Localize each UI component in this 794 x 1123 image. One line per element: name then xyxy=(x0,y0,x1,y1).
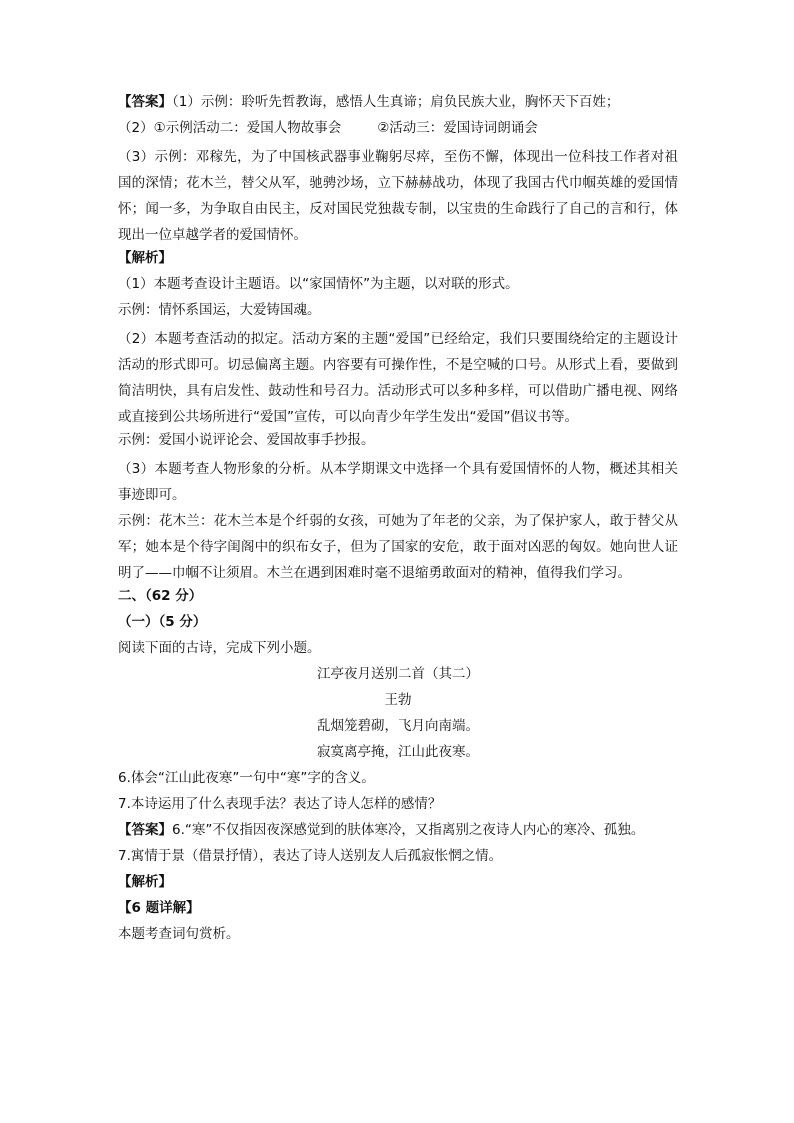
poem-title: 江亭夜月送别二首（其二） xyxy=(317,666,479,682)
question-7: 7.本诗运用了什么表现手法？表达了诗人怎样的感情？ xyxy=(118,796,442,812)
detail-text: 本题考查词句赏析。 xyxy=(118,926,240,942)
section-heading: 二、（62 分） xyxy=(118,588,203,604)
question-6: 6.体会“江山此夜寒”一句中“寒”字的含义。 xyxy=(118,770,375,786)
analysis-p3: （2）本题考查活动的拟定。活动方案的主题“爱国”已经给定，我们只要围绕给定的主题设计活动的形式即可。切忌偏离主题。内容要有可操作性，不是空喊的口号。从形式上看，要做到简洁明快，具有启发性、鼓动性和号召力。活动形式可以多种多样，可以借助广播电视、网络或直接到公共场所进行“爱国”宣传，可以向青少年学生发出“爱国”倡议书等。 xyxy=(118,331,678,425)
answer-label: 【答案】 xyxy=(118,94,172,110)
analysis-p5: （3）本题考查人物形象的分析。从本学期课文中选择一个具有爱国情怀的人物，概述其相关事迹即可。 xyxy=(118,461,678,503)
answer-q1: 【答案】（1）示例：聆听先哲教诲，感悟人生真谛；肩负民族大业，胸怀天下百姓； xyxy=(118,94,620,110)
analysis-p2: 示例：情怀系国运，大爱铸国魂。 xyxy=(118,302,321,318)
analysis-p1: （1）本题考查设计主题语。以“家国情怀”为主题，以对联的形式。 xyxy=(118,276,519,292)
analysis2-label: 【解析】 xyxy=(118,874,172,890)
detail-label: 【6 题详解】 xyxy=(118,900,200,916)
poem-line-1: 乱烟笼碧砌，飞月向南端。 xyxy=(317,718,479,734)
answer-q3: （3）示例：邓稼先，为了中国核武器事业鞠躬尽瘁，至伤不懈，体现出一位科技工作者对祖国的深情；花木兰，替父从军，驰骋沙场，立下赫赫战功，体现了我国古代巾帼英雄的爱国情怀；闻一多，为争取自由民主，反对国民党独裁专制，以宝贵的生命践行了自己的言和行，体现出一位卓越学者的爱国情怀。 xyxy=(118,149,678,243)
answer2-a7: 7.寓情于景（借景抒情），表达了诗人送别友人后孤寂怅惘之情。 xyxy=(118,848,503,864)
subsection-heading: （一）（5 分） xyxy=(118,614,207,630)
analysis-p4: 示例：爱国小说评论会、爱国故事手抄报。 xyxy=(118,432,375,448)
answer-q2: （2）①示例活动二：爱国人物故事会 ②活动三：爱国诗词朗诵会 xyxy=(118,120,538,136)
instruction: 阅读下面的古诗，完成下列小题。 xyxy=(118,640,321,656)
document-page xyxy=(118,92,678,950)
answer2-label: 【答案】 xyxy=(118,822,172,838)
answer2-a6: 【答案】6.“寒”不仅指因夜深感觉到的肤体寒冷，又指离别之夜诗人内心的寒冷、孤独。 xyxy=(118,822,645,838)
poem-line-2: 寂寞离亭掩，江山此夜寒。 xyxy=(317,744,479,760)
poem-author: 王勃 xyxy=(384,692,412,708)
analysis-label: 【解析】 xyxy=(118,250,172,266)
analysis-p6: 示例：花木兰：花木兰本是个纤弱的女孩，可她为了年老的父亲，为了保护家人，敢于替父从军；她本是个待字闺阁中的织布女子，但为了国家的安危，敢于面对凶恶的匈奴。她向世人证明了——巾帼不让须眉。木兰在遇到困难时毫不退缩勇敢面对的精神，值得我们学习。 xyxy=(118,513,678,581)
